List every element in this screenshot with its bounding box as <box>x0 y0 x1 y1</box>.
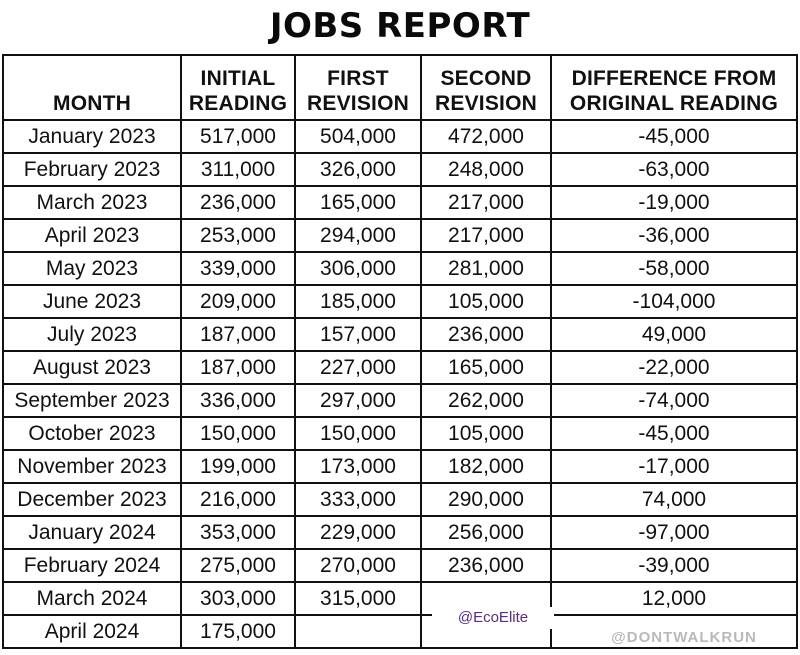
cell-second-revision: 256,000 <box>421 516 551 549</box>
cell-second-revision: 165,000 <box>421 351 551 384</box>
column-header-difference-line-1: DIFFERENCE FROM <box>571 67 777 90</box>
cell-first-revision: 185,000 <box>295 285 421 318</box>
cell-difference: -63,000 <box>551 153 797 186</box>
cell-difference: -17,000 <box>551 450 797 483</box>
cell-initial-reading: 216,000 <box>181 483 295 516</box>
table-row <box>3 549 797 582</box>
cell-second-revision: 217,000 <box>421 186 551 219</box>
cell-second-revision: 248,000 <box>421 153 551 186</box>
table-header-row <box>3 55 797 120</box>
column-header-difference <box>551 55 797 120</box>
watermark-dontwalkrun: @DONTWALKRUN <box>611 629 757 646</box>
cell-difference: -36,000 <box>551 219 797 252</box>
cell-month: August 2023 <box>3 351 181 384</box>
cell-difference: -45,000 <box>551 120 797 153</box>
column-header-difference-line-2: ORIGINAL READING <box>569 92 779 115</box>
table-row <box>3 417 797 450</box>
cell-difference: 74,000 <box>551 483 797 516</box>
cell-first-revision: 294,000 <box>295 219 421 252</box>
cell-first-revision: 326,000 <box>295 153 421 186</box>
table-row <box>3 252 797 285</box>
cell-first-revision: 165,000 <box>295 186 421 219</box>
table-row <box>3 285 797 318</box>
table-row <box>3 384 797 417</box>
cell-month: January 2024 <box>3 516 181 549</box>
column-header-second-line-1: SECOND <box>440 67 532 90</box>
cell-first-revision: 333,000 <box>295 483 421 516</box>
table-row <box>3 450 797 483</box>
cell-first-revision: 270,000 <box>295 549 421 582</box>
cell-second-revision: 472,000 <box>421 120 551 153</box>
jobs-report-table <box>2 54 798 649</box>
cell-first-revision <box>295 615 421 648</box>
cell-initial-reading: 253,000 <box>181 219 295 252</box>
cell-initial-reading: 236,000 <box>181 186 295 219</box>
cell-second-revision: 262,000 <box>421 384 551 417</box>
cell-difference: -104,000 <box>551 285 797 318</box>
table-row <box>3 516 797 549</box>
cell-initial-reading: 517,000 <box>181 120 295 153</box>
cell-first-revision: 173,000 <box>295 450 421 483</box>
cell-initial-reading: 199,000 <box>181 450 295 483</box>
cell-difference: -39,000 <box>551 549 797 582</box>
column-header-initial-line-2: READING <box>188 92 288 115</box>
cell-month: December 2023 <box>3 483 181 516</box>
table-row <box>3 351 797 384</box>
cell-second-revision: 281,000 <box>421 252 551 285</box>
cell-month: July 2023 <box>3 318 181 351</box>
column-header-second-revision <box>421 55 551 120</box>
cell-second-revision: 182,000 <box>421 450 551 483</box>
cell-month: September 2023 <box>3 384 181 417</box>
table-row <box>3 219 797 252</box>
cell-difference: -74,000 <box>551 384 797 417</box>
cell-first-revision: 150,000 <box>295 417 421 450</box>
cell-difference: -58,000 <box>551 252 797 285</box>
column-header-month-line-2: MONTH <box>53 92 131 115</box>
cell-initial-reading: 150,000 <box>181 417 295 450</box>
cell-initial-reading: 339,000 <box>181 252 295 285</box>
cell-second-revision: 290,000 <box>421 483 551 516</box>
cell-initial-reading: 353,000 <box>181 516 295 549</box>
cell-initial-reading: 303,000 <box>181 582 295 615</box>
cell-first-revision: 157,000 <box>295 318 421 351</box>
column-header-month <box>3 55 181 120</box>
table-row <box>3 120 797 153</box>
cell-first-revision: 504,000 <box>295 120 421 153</box>
cell-month: April 2024 <box>3 615 181 648</box>
column-header-first-line-1: FIRST <box>327 67 389 90</box>
report-title: JOBS REPORT <box>269 6 531 46</box>
cell-initial-reading: 336,000 <box>181 384 295 417</box>
table-row <box>3 582 797 615</box>
cell-month: May 2023 <box>3 252 181 285</box>
cell-month: January 2023 <box>3 120 181 153</box>
table-row <box>3 153 797 186</box>
cell-difference: 12,000 <box>551 582 797 615</box>
column-header-second-line-2: REVISION <box>435 92 537 115</box>
cell-first-revision: 306,000 <box>295 252 421 285</box>
watermark-ecoelite: @EcoElite <box>432 607 554 629</box>
cell-second-revision: 236,000 <box>421 318 551 351</box>
column-header-first-revision <box>295 55 421 120</box>
cell-month: February 2023 <box>3 153 181 186</box>
cell-difference: 49,000 <box>551 318 797 351</box>
cell-month: November 2023 <box>3 450 181 483</box>
cell-second-revision: 217,000 <box>421 219 551 252</box>
cell-first-revision: 227,000 <box>295 351 421 384</box>
cell-month: February 2024 <box>3 549 181 582</box>
cell-month: April 2023 <box>3 219 181 252</box>
table-body <box>3 120 797 648</box>
cell-initial-reading: 311,000 <box>181 153 295 186</box>
cell-first-revision: 297,000 <box>295 384 421 417</box>
cell-month: October 2023 <box>3 417 181 450</box>
column-header-initial-line-1: INITIAL <box>200 67 276 90</box>
cell-initial-reading: 209,000 <box>181 285 295 318</box>
cell-month: June 2023 <box>3 285 181 318</box>
cell-difference: -22,000 <box>551 351 797 384</box>
cell-second-revision: 105,000 <box>421 417 551 450</box>
cell-initial-reading: 187,000 <box>181 351 295 384</box>
cell-initial-reading: 275,000 <box>181 549 295 582</box>
column-header-first-line-2: REVISION <box>307 92 409 115</box>
table-row <box>3 186 797 219</box>
cell-month: March 2023 <box>3 186 181 219</box>
cell-initial-reading: 187,000 <box>181 318 295 351</box>
cell-second-revision: 105,000 <box>421 285 551 318</box>
cell-difference: -97,000 <box>551 516 797 549</box>
cell-difference: -19,000 <box>551 186 797 219</box>
cell-second-revision: 236,000 <box>421 549 551 582</box>
cell-month: March 2024 <box>3 582 181 615</box>
cell-first-revision: 229,000 <box>295 516 421 549</box>
column-header-initial-reading <box>181 55 295 120</box>
table-row <box>3 483 797 516</box>
cell-initial-reading: 175,000 <box>181 615 295 648</box>
cell-first-revision: 315,000 <box>295 582 421 615</box>
cell-difference: -45,000 <box>551 417 797 450</box>
table-row <box>3 318 797 351</box>
